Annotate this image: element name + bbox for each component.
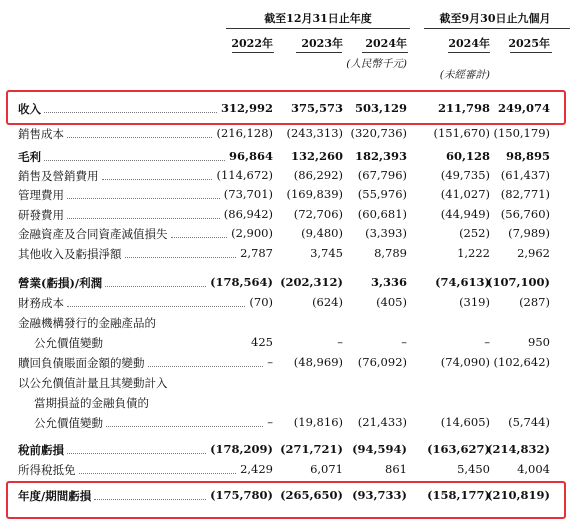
cell-2024-9m: 1,222 <box>457 246 490 260</box>
cell-2022: – <box>267 415 273 429</box>
cell-2024: (76,092) <box>357 355 407 369</box>
row-label: 管理費用 <box>18 188 64 202</box>
cell-2023: (48,969) <box>293 355 343 369</box>
cell-2025-9m: 4,004 <box>517 462 550 476</box>
cell-2022: (178,564) <box>210 275 273 289</box>
cell-2024-9m: (74,613) <box>435 275 490 289</box>
leader-dots <box>44 148 225 161</box>
table-row <box>0 244 573 263</box>
cell-2022: (86,942) <box>223 207 273 221</box>
row-label: 研發費用 <box>18 208 64 222</box>
cell-2024-9m: 60,128 <box>445 149 490 163</box>
table-row <box>0 147 573 166</box>
header-group-fiscal-years: 截至12月31日止年度 <box>264 12 372 25</box>
cell-2024: (3,393) <box>365 226 407 240</box>
cell-2024-9m: (151,670) <box>433 126 490 140</box>
cell-2022: 96,864 <box>228 149 273 163</box>
cell-2023: (169,839) <box>286 187 343 201</box>
cell-2024: (93,733) <box>352 488 407 502</box>
header-year-2024: 2024年 <box>365 37 407 50</box>
table-row <box>0 373 573 392</box>
cell-2024-9m: – <box>484 335 490 349</box>
table-row <box>0 224 573 243</box>
cell-2022: (73,701) <box>223 187 273 201</box>
leader-dots <box>102 167 212 180</box>
cell-2024-9m: (44,949) <box>440 207 490 221</box>
row-label: 當期損益的金融負債的 <box>34 396 149 410</box>
table-row <box>0 124 573 143</box>
year-underline-2024-9m <box>448 52 490 53</box>
cell-2025-9m: (5,744) <box>508 415 550 429</box>
cell-2024-9m: (158,177) <box>427 488 490 502</box>
row-label: 營業(虧損)/利潤 <box>18 276 103 290</box>
cell-2024: (320,736) <box>350 126 407 140</box>
cell-2024: – <box>401 335 407 349</box>
cell-2025-9m: (82,771) <box>500 187 550 201</box>
row-label: 銷售及營銷費用 <box>18 169 99 183</box>
cell-2024-9m: (319) <box>459 295 490 309</box>
cell-2022: (114,672) <box>216 168 273 182</box>
row-label: 銷售成本 <box>18 127 64 141</box>
cell-2025-9m: 98,895 <box>505 149 550 163</box>
cell-2024: 3,336 <box>370 275 407 289</box>
cell-2024-9m: (252) <box>459 226 490 240</box>
year-underline-2024 <box>362 52 408 53</box>
cell-2022: 425 <box>251 335 273 349</box>
row-label: 財務成本 <box>18 296 64 310</box>
cell-2024: (60,681) <box>357 207 407 221</box>
header-year-2025-9m: 2025年 <box>508 37 550 50</box>
header-year-2022: 2022年 <box>231 37 273 50</box>
cell-2023: 375,573 <box>290 101 343 115</box>
cell-2023: 132,260 <box>290 149 343 163</box>
cell-2025-9m: (210,819) <box>487 488 550 502</box>
cell-2024: (55,976) <box>357 187 407 201</box>
cell-2024: 503,129 <box>354 101 407 115</box>
table-row <box>0 353 573 372</box>
table-row <box>0 440 573 459</box>
row-label: 贖回負債賬面金額的變動 <box>18 356 145 370</box>
cell-2022: (216,128) <box>216 126 273 140</box>
cell-2022: (178,209) <box>210 442 273 456</box>
cell-2022: 312,992 <box>220 101 273 115</box>
header-year-2023: 2023年 <box>301 37 343 50</box>
cell-2025-9m: (214,832) <box>487 442 550 456</box>
table-row <box>0 313 573 332</box>
cell-2024-9m: (163,627) <box>427 442 490 456</box>
cell-2025-9m: (61,437) <box>500 168 550 182</box>
cell-2024-9m: 211,798 <box>437 101 490 115</box>
cell-2025-9m: (150,179) <box>493 126 550 140</box>
cell-2025-9m: (287) <box>519 295 550 309</box>
cell-2023: (86,292) <box>293 168 343 182</box>
row-label: 以公允價值計量且其變動計入 <box>18 376 168 390</box>
cell-2024-9m: (41,027) <box>440 187 490 201</box>
cell-2024-9m: (74,090) <box>440 355 490 369</box>
year-underline-2025-9m <box>510 52 552 53</box>
cell-2025-9m: (56,760) <box>500 207 550 221</box>
cell-2023: 3,745 <box>310 246 343 260</box>
leader-dots <box>105 274 206 287</box>
table-row <box>0 293 573 312</box>
cell-2025-9m: 249,074 <box>497 101 550 115</box>
cell-2025-9m: (102,642) <box>493 355 550 369</box>
row-label: 毛利 <box>18 150 41 164</box>
cell-2025-9m: 950 <box>528 335 550 349</box>
table-row <box>0 393 573 412</box>
table-row <box>0 333 573 352</box>
leader-dots <box>67 206 220 219</box>
year-underline-2022 <box>232 52 274 53</box>
row-label: 金融機構發行的金融產品的 <box>18 316 156 330</box>
cell-2024: 8,789 <box>374 246 407 260</box>
highlight-loss-row <box>6 481 566 519</box>
cell-2024: (21,433) <box>357 415 407 429</box>
row-label: 其他收入及虧損淨額 <box>18 247 122 261</box>
header-group-nine-months-underline <box>424 28 570 29</box>
row-label: 公允價值變動 <box>34 336 103 350</box>
cell-2023: (72,706) <box>293 207 343 221</box>
table-row <box>0 185 573 204</box>
table-row <box>0 166 573 185</box>
cell-2023: (624) <box>312 295 343 309</box>
cell-2022: (175,780) <box>210 488 273 502</box>
cell-2024-9m: (14,605) <box>440 415 490 429</box>
leader-dots <box>67 186 220 199</box>
cell-2022: 2,787 <box>240 246 273 260</box>
table-row <box>0 273 573 292</box>
header-group-fiscal-underline <box>226 28 410 29</box>
row-label: 所得稅抵免 <box>18 463 76 477</box>
leader-dots <box>67 125 212 138</box>
cell-2022: (2,900) <box>231 226 273 240</box>
row-label: 公允價值變動 <box>34 416 103 430</box>
table-row <box>0 413 573 432</box>
unit-note: (人民幣千元) <box>346 58 407 70</box>
header-year-2024-9m: 2024年 <box>448 37 490 50</box>
cell-2024: 861 <box>385 462 407 476</box>
row-label: 金融資產及合同資產減值損失 <box>18 227 168 241</box>
cell-2023: (265,650) <box>280 488 343 502</box>
cell-2024: (67,796) <box>357 168 407 182</box>
year-underline-2023 <box>296 52 342 53</box>
highlight-revenue-row <box>6 90 566 125</box>
row-label: 收入 <box>18 102 41 116</box>
cell-2023: (243,313) <box>286 126 343 140</box>
cell-2025-9m: (107,100) <box>487 275 550 289</box>
cell-2023: 6,071 <box>310 462 343 476</box>
leader-dots <box>67 441 206 454</box>
header-group-nine-months: 截至9月30日止九個月 <box>439 12 551 25</box>
table-row <box>0 205 573 224</box>
cell-2023: (271,721) <box>280 442 343 456</box>
row-label: 稅前虧損 <box>18 443 64 457</box>
cell-2022: (70) <box>249 295 273 309</box>
cell-2023: (9,480) <box>301 226 343 240</box>
cell-2024-9m: (49,735) <box>440 168 490 182</box>
cell-2024-9m: 5,450 <box>457 462 490 476</box>
cell-2024: (405) <box>376 295 407 309</box>
cell-2025-9m: (7,989) <box>508 226 550 240</box>
cell-2023: (202,312) <box>280 275 343 289</box>
cell-2024: 182,393 <box>354 149 407 163</box>
cell-2023: (19,816) <box>293 415 343 429</box>
cell-2023: – <box>337 335 343 349</box>
cell-2025-9m: 2,962 <box>517 246 550 260</box>
table-row <box>0 460 573 479</box>
cell-2022: 2,429 <box>240 462 273 476</box>
cell-2022: – <box>267 355 273 369</box>
unaudited-note: (未經審計) <box>439 69 490 81</box>
row-label: 年度/期間虧損 <box>18 489 92 503</box>
cell-2024: (94,594) <box>352 442 407 456</box>
